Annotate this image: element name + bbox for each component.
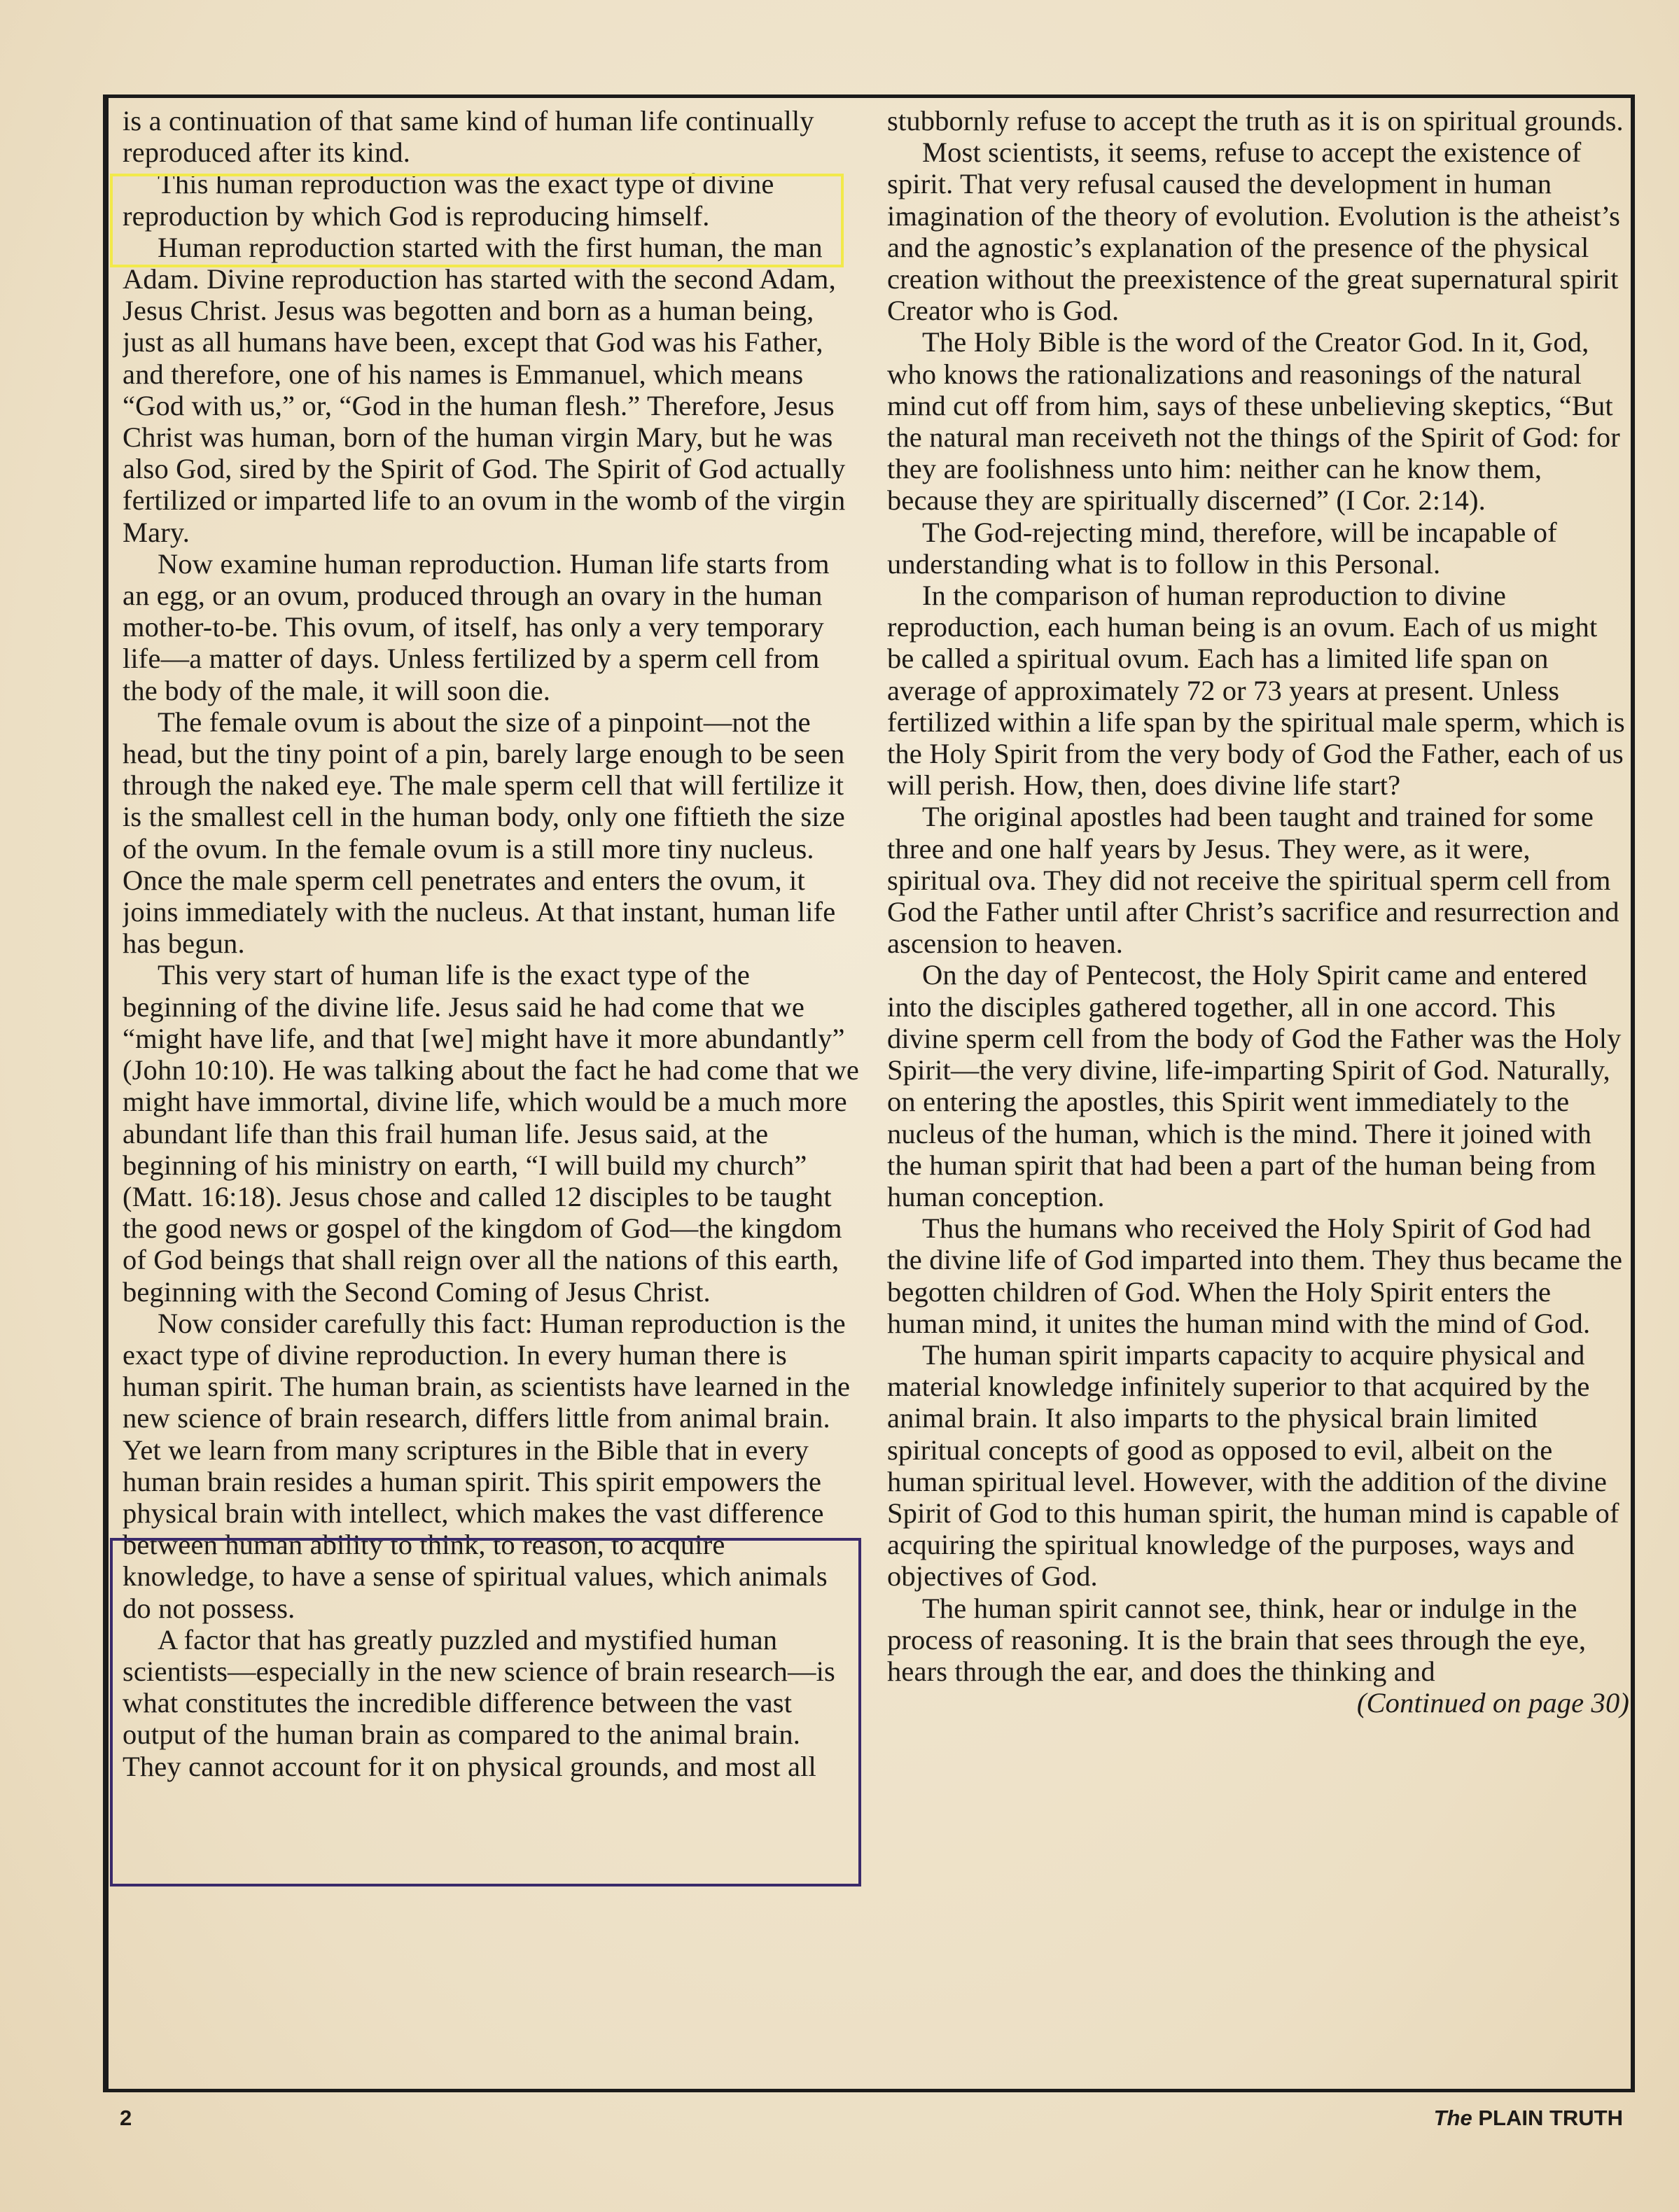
paragraph: The Holy Bible is the word of the Creator God. In it, God, who knows the rationalizations and reasonings of the natural mind cut off from him, says of these unbelieving skeptics, “But the natural man receiveth not the things of the Spirit of God: for they are foolishness unto him: neither can he know them, because they are spiritually discerned” (I Cor. 2:14). [887, 326, 1620, 517]
magazine-name [1434, 2106, 1623, 2131]
paragraph: Now consider carefully this fact: Human reproduction is the exact type of divine reproduction. In every human there is human spirit. The human brain, as scientists have learned in the new science of brain research, differs little from animal brain. Yet we learn from many scriptures in the Bible that in every human brain resides a human spirit. This spirit empowers the physical brain with intellect, which makes the vast difference between human ability to think, to reason, to acquire knowledge, to have a sense of spiritual values, which animals do not possess. [123, 1307, 851, 1624]
magazine-title: PLAIN TRUTH [1478, 2106, 1623, 2130]
paragraph: The God-rejecting mind, therefore, will be incapable of understanding what is to follow in this Personal. [887, 516, 1557, 580]
yellow-highlight-box [110, 174, 844, 267]
paragraph: On the day of Pentecost, the Holy Spirit came and entered into the disciples gathered together, all in one accord. This divine sperm cell from the body of God the Father was the Holy Spirit—the very divine, life-imparting Spirit of God. Naturally, on entering the apostles, this Spirit went immediately to the nucleus of the human, which is the mind. There it joined with the human spirit that had been a part of the human being from human conception. [887, 959, 1622, 1212]
paragraph: Now examine human reproduction. Human life starts from an egg, or an ovum, produced through an ovary in the human mother-to-be. This ovum, of itself, has only a very temporary life—a matter of days. Unless fertilized by a sperm cell from the body of the male, it will soon die. [123, 547, 830, 706]
right-column [887, 105, 1629, 2086]
paragraph: This very start of human life is the exact type of the beginning of the divine life. Jesus said he had come that we “might have life, and that [we] might have it more abundantly” (John 10:10). He was talking about the fact he had come that we might have immortal, divine life, which would be a much more abundant life than this frail human life. Jesus said, at the beginning of his ministry on earth, “I will build my church” (Matt. 16:18). Jesus chose and called 12 disciples to be taught the good news or gospel of the kingdom of God—the kingdom of God beings that shall reign over all the nations of this earth, beginning with the Second Coming of Jesus Christ. [123, 959, 860, 1308]
purple-highlight-box [110, 1538, 861, 1886]
page-number: 2 [120, 2106, 132, 2130]
magazine-the: The [1433, 2106, 1472, 2130]
paragraph: Human reproduction started with the first human, the man Adam. Divine reproduction has started with the second Adam, Jesus Christ. Jesus was begotten and born as a human being, just as all humans have been, except that God was his Father, and therefore, one of his names is Emmanuel, which means “God with us,” or, “God in the human flesh.” Therefore, Jesus Christ was human, born of the human virgin Mary, but he was also God, sired by the Spirit of God. The Spirit of God actually fertilized or imparted life to an ovum in the womb of the virgin Mary. [123, 231, 846, 548]
paragraph: In the comparison of human reproduction to divine reproduction, each human being is an ovum. Each of us might be called a spiritual ovum. Each has a limited life span on average of approximately 72 or 73 years at present. Unless fertilized within a life span by the spiritual male sperm, which is the Holy Spirit from the very body of God the Father, each of us will perish. How, then, does divine life start? [887, 580, 1625, 802]
paragraph [887, 1592, 1629, 1719]
paragraph: is a continuation of that same kind of human life continually reproduced after its kind. [123, 105, 814, 169]
paragraph: The female ovum is about the size of a pinpoint—not the head, but the tiny point of a pin, barely large enough to be seen through the naked eye. The male sperm cell that will fertilize it is the smallest cell in the human body, only one fiftieth the size of the ovum. In the female ovum is a still more tiny nucleus. Once the male sperm cell penetrates and enters the ovum, it joins immediately with the nucleus. At that instant, human life has begun. [123, 706, 845, 960]
paragraph: Most scientists, it seems, refuse to accept the existence of spirit. That very refusal caused the development in human imagination of the theory of evolution. Evolution is the atheist’s and the agnostic’s explanation of the presence of the physical creation without the preexistence of the great supernatural spirit Creator who is God. [887, 136, 1620, 327]
paragraph: stubbornly refuse to accept the truth as it is on spiritual grounds. [887, 105, 1624, 136]
continued-note: (Continued on page 30) [1356, 1687, 1629, 1719]
paragraph: The original apostles had been taught and trained for some three and one half years by Jesus. They were, as it were, spiritual ova. They did not receive the spiritual sperm cell from God the Father until after Christ’s sacrifice and resurrection and ascension to heaven. [887, 801, 1619, 960]
paragraph: The human spirit imparts capacity to acquire physical and material knowledge infinitely superior to that acquired by the animal brain. It also imparts to the physical brain limited spiritual concepts of good as opposed to evil, albeit on the human spiritual level. However, with the addition of the divine Spirit of God to this human spirit, the human mind is capable of acquiring the spiritual knowledge of the purposes, ways and objectives of God. [887, 1338, 1619, 1592]
paragraph-text: The human spirit cannot see, think, hear or indulge in the process of reasoning. It is the brain that sees through the eye, hears through the ear, and does the thinking and [887, 1592, 1587, 1687]
paragraph: This human reproduction was the exact type of divine reproduction by which God is reproducing himself. [123, 168, 774, 232]
paragraph: A factor that has greatly puzzled and mystified human scientists—especially in the new science of brain research—is what constitutes the incredible difference between the vast output of the human brain as compared to the animal brain. They cannot account for it on physical grounds, and most all [123, 1623, 835, 1782]
paragraph: Thus the humans who received the Holy Spirit of God had the divine life of God imparted into them. They thus became the begotten children of God. When the Holy Spirit enters the human mind, it unites the human mind with the mind of God. [887, 1212, 1623, 1339]
